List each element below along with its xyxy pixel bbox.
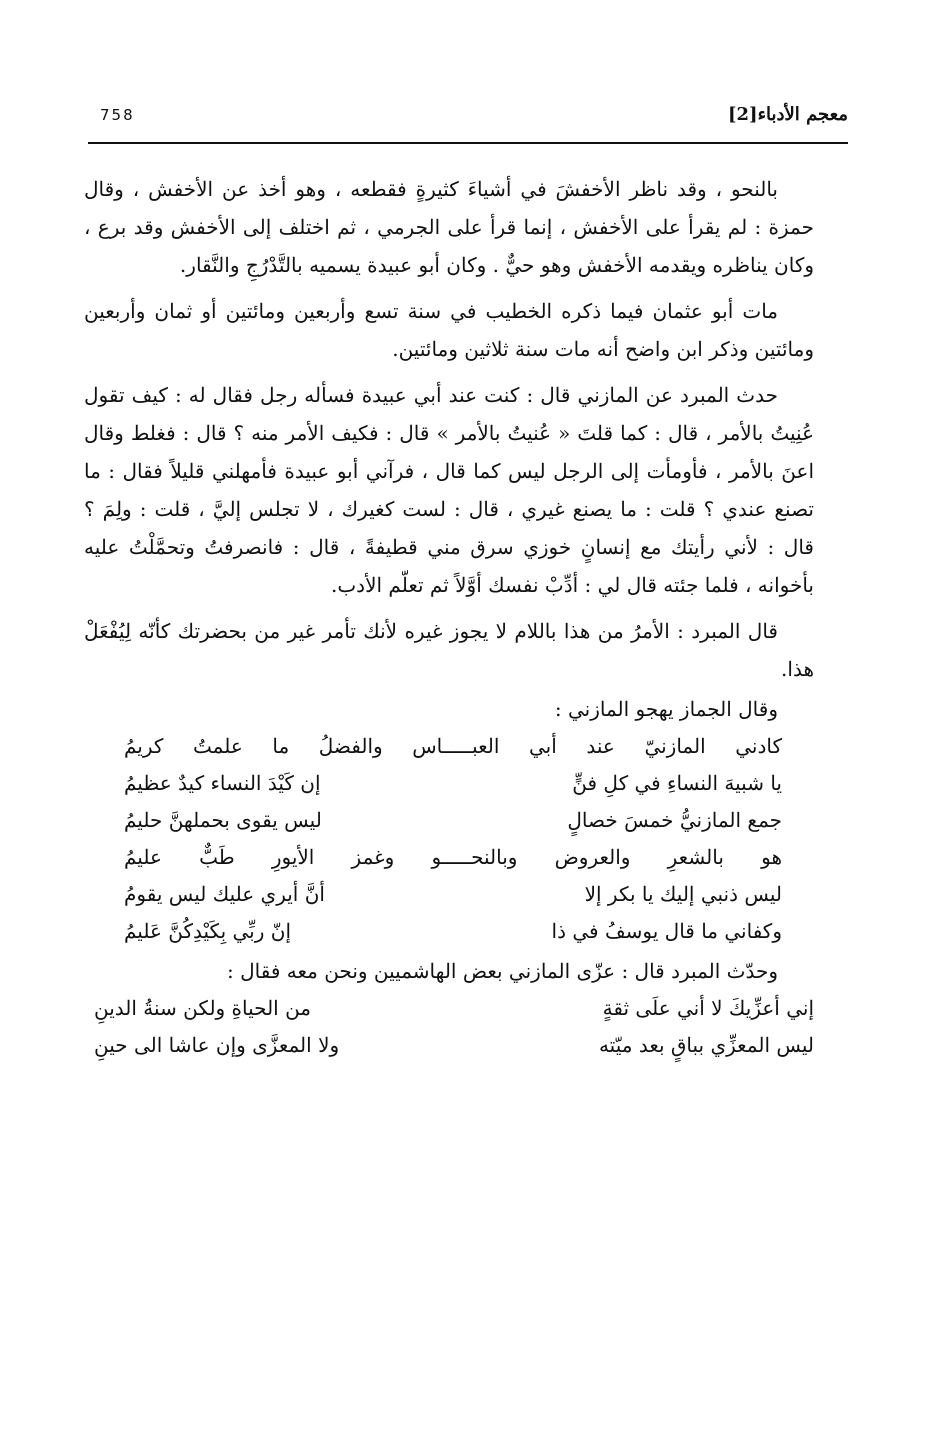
verse (124, 728, 814, 765)
verse (124, 839, 814, 876)
verse-first-hemistich: جمع المازنيُّ خمسَ خصالٍ (567, 808, 782, 832)
poem-mazini (84, 990, 814, 1064)
verse (94, 990, 814, 1027)
verse-second-hemistich: من الحياةِ ولكن سنةُ الدينِ (94, 996, 312, 1020)
page-body (84, 170, 814, 1066)
verse-second-hemistich: إن كَيْدَ النساء كيدٌ عظيمُ (124, 771, 321, 795)
verse-first-hemistich: ليس ذنبي إليك يا بكر إلا (584, 882, 782, 906)
verse-second-hemistich: إنّ ربِّي بِكَيْدِكُنَّ عَليمُ (124, 919, 292, 943)
verse (124, 876, 814, 913)
verse-line: كادني المازنيّ عند أبي العبـــــاس والفضلُ ما علمتُ كريمُ (124, 734, 782, 758)
verse (124, 802, 814, 839)
verse (124, 913, 814, 950)
verse (94, 1027, 814, 1064)
verse-second-hemistich: ليس يقوى بحملهنَّ حليمُ (124, 808, 322, 832)
paragraph: بالنحو ، وقد ناظر الأخفشَ في أشياءَ كثيرةٍ فقطعه ، وهو أخذ عن الأخفش ، وقال حمزة : لم يقرأ على الأخفش ، إنما قرأ على الجرمي ، ثم اختلف إلى الأخفش وقد برع ، وكان يناظره ويقدمه الأخفش وهو حيٌّ . وكان أبو عبيدة يسميه بالتَّدْرُجِ والنَّقار. (84, 177, 814, 277)
verse (124, 765, 814, 802)
paragraph: قال المبرد : الأمرُ من هذا باللام لا يجوز غيره لأنك تأمر غير من بحضرتك كأنّه لِيُفْعَلْ هذا. (84, 619, 814, 681)
verse-first-hemistich: إني أعزِّيكَ لا أني علَى ثقةٍ (602, 996, 814, 1020)
poem-jammaz (84, 728, 814, 950)
running-title: معجم الأدباء[2] (727, 104, 848, 125)
verse-second-hemistich: ولا المعزَّى وإن عاشا الى حينِ (94, 1033, 340, 1057)
paragraph: مات أبو عثمان فيما ذكره الخطيب في سنة تسع وأربعين ومائتين أو ثمان وأربعين ومائتين وذكر ابن واضح أنه مات سنة ثلاثين ومائتين. (84, 299, 814, 361)
verse-first-hemistich: وكفاني ما قال يوسفُ في ذا (551, 919, 782, 943)
verse-first-hemistich: ليس المعزِّي بباقٍ بعد ميّته (598, 1033, 814, 1057)
paragraph: حدث المبرد عن المازني قال : كنت عند أبي عبيدة فسأله رجل فقال له : كيف تقول عُنِيتُ بالأمر ، قال : كما قلتَ « عُنيتُ بالأمر » قال : فكيف الأمر منه ؟ قال : فغلط وقال اعنَ بالأمر ، فأومأت إلى الرجل ليس كما قال ، فرآني أبو عبيدة فأمهلني قليلاً فقال : ما تصنع عندي ؟ قلت : ما يصنع غيري ، قال : لست كغيرك ، لا تجلس إليَّ ، قلت : ولِمَ ؟ قال : لأني رأيتك مع إنسانٍ خوزي سرق مني قطيفةً ، قال : فانصرفتُ وتحمَّلْتُ عليه بأخوانه ، فلما جئته قال لي : أدِّبْ نفسك أوَّلاً ثم تعلّم الأدب. (84, 383, 815, 597)
page-header (88, 102, 848, 144)
verse-line: هو بالشعرِ والعروض وبالنحـــــو وغمز الأيورِ طَبٌّ عليمُ (124, 845, 782, 869)
page-number: 758 (100, 106, 135, 124)
poem-intro: وقال الجماز يهجو المازني : (554, 697, 778, 721)
poem-intro: وحدّث المبرد قال : عزّى المازني بعض الهاشميين ونحن معه فقال : (227, 959, 778, 983)
verse-second-hemistich: أنَّ أيري عليك ليس يقومُ (124, 882, 325, 906)
verse-first-hemistich: يا شبيهَ النساءِ في كلِ فنٍّ (572, 771, 782, 795)
